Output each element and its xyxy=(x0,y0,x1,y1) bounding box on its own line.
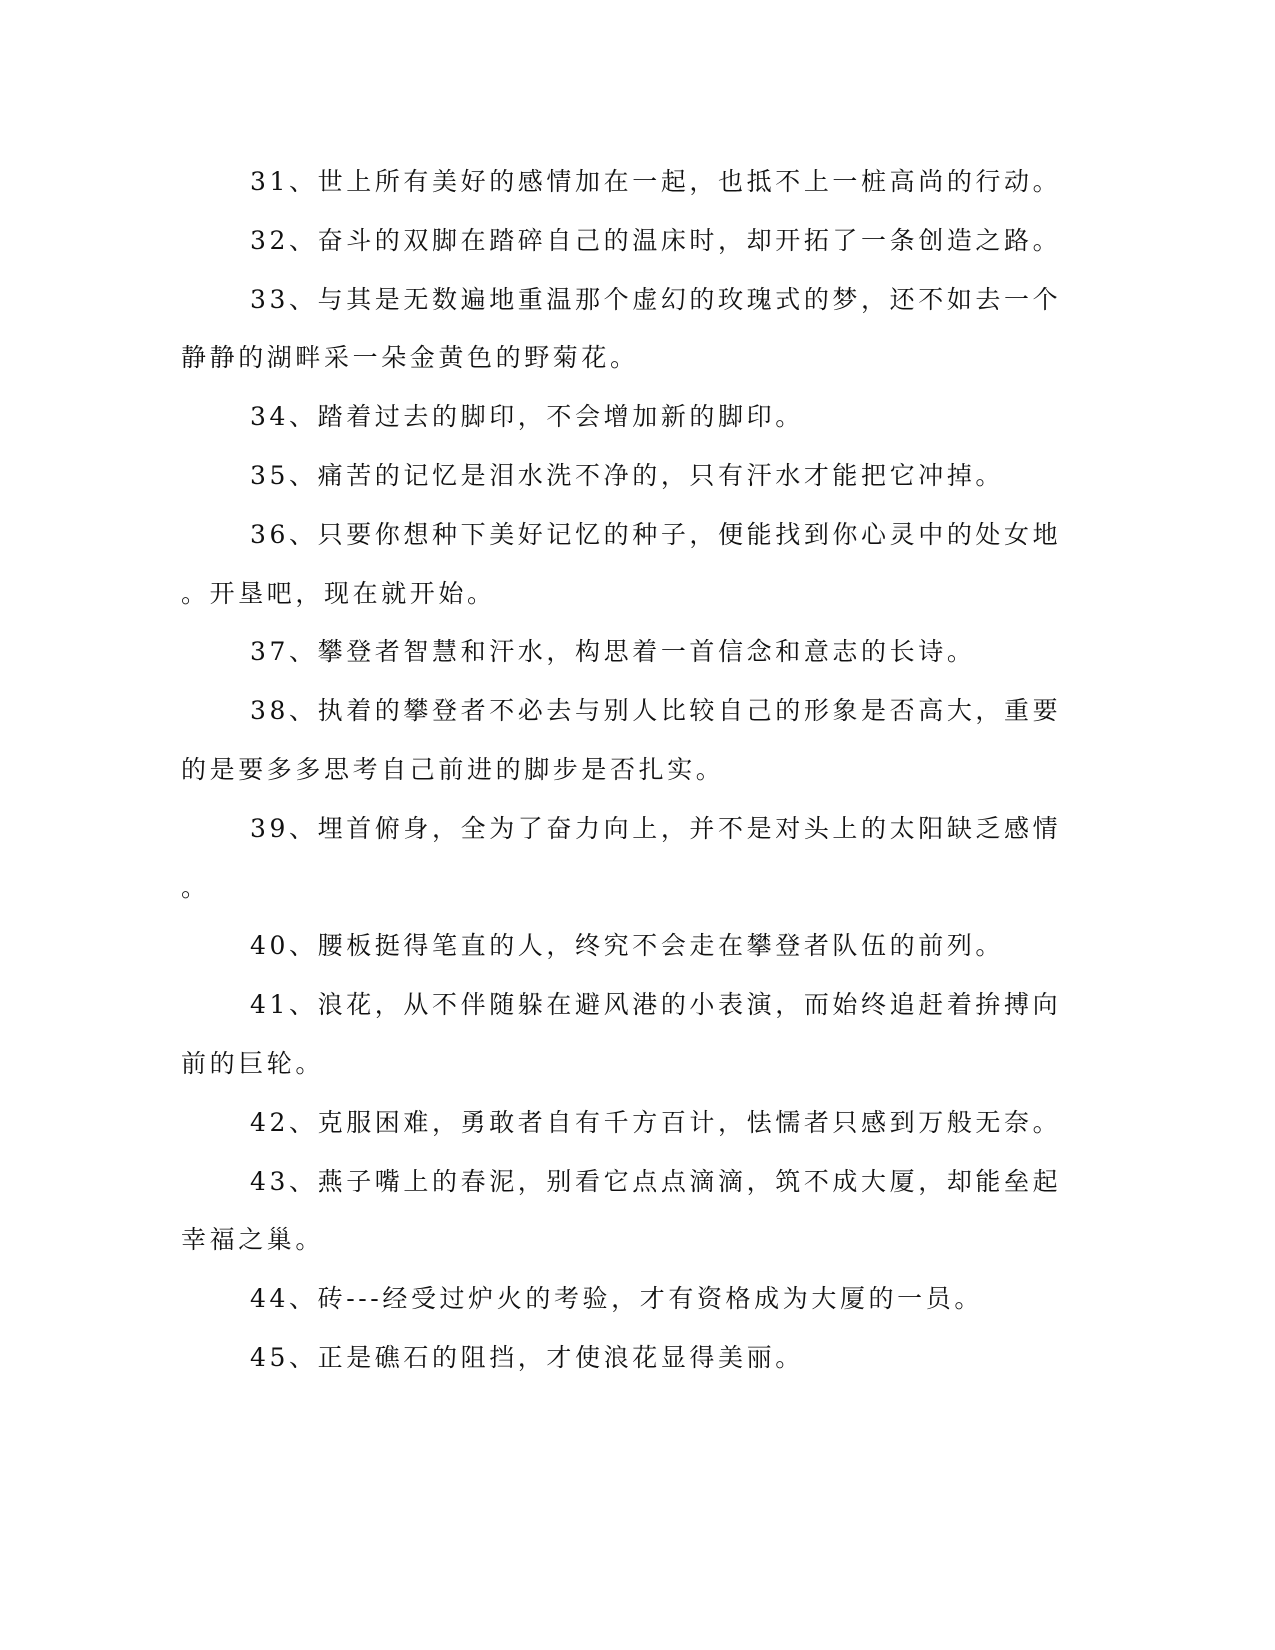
paragraph-first-line: 39、埋首俯身，全为了奋力向上，并不是对头上的太阳缺乏感情 xyxy=(250,813,1062,843)
paragraph-first-line: 33、与其是无数遍地重温那个虚幻的玫瑰式的梦，还不如去一个 xyxy=(250,284,1062,314)
paragraph-first-line: 40、腰板挺得笔直的人，终究不会走在攀登者队伍的前列。 xyxy=(250,931,1005,961)
paragraph-continuation-line: 。 xyxy=(181,872,210,902)
paragraph-continuation-line: 。开垦吧，现在就开始。 xyxy=(181,578,496,608)
paragraph-first-line: 38、执着的攀登者不必去与别人比较自己的形象是否高大，重要 xyxy=(250,696,1062,726)
paragraph-first-line: 36、只要你想种下美好记忆的种子，便能找到你心灵中的处女地 xyxy=(250,519,1062,549)
paragraph-first-line: 32、奋斗的双脚在踏碎自己的温床时，却开拓了一条创造之路。 xyxy=(250,225,1062,255)
paragraph-continuation-line: 静静的湖畔采一朵金黄色的野菊花。 xyxy=(181,343,639,373)
paragraph-first-line: 31、世上所有美好的感情加在一起，也抵不上一桩高尚的行动。 xyxy=(250,167,1062,196)
paragraph-continuation-line: 的是要多多思考自己前进的脚步是否扎实。 xyxy=(181,755,725,784)
paragraph-first-line: 42、克服困难，勇敢者自有千方百计，怯懦者只感到万般无奈。 xyxy=(250,1107,1062,1137)
paragraph-continuation-line: 幸福之巢。 xyxy=(181,1225,325,1255)
paragraph-first-line: 37、攀登者智慧和汗水，构思着一首信念和意志的长诗。 xyxy=(250,637,976,667)
paragraph-first-line: 34、踏着过去的脚印，不会增加新的脚印。 xyxy=(250,402,804,432)
paragraph-first-line: 35、痛苦的记忆是泪水洗不净的，只有汗水才能把它冲掉。 xyxy=(250,461,1005,490)
paragraph-first-line: 41、浪花，从不伴随躲在避风港的小表演，而始终追赶着拚搏向 xyxy=(250,990,1062,1020)
paragraph-first-line: 43、燕子嘴上的春泥，别看它点点滴滴，筑不成大厦，却能垒起 xyxy=(250,1166,1062,1196)
paragraph-first-line: 45、正是礁石的阻挡，才使浪花显得美丽。 xyxy=(250,1343,804,1372)
paragraph-continuation-line: 前的巨轮。 xyxy=(181,1049,325,1078)
paragraph-first-line: 44、砖---经受过炉火的考验，才有资格成为大厦的一员。 xyxy=(250,1284,983,1314)
